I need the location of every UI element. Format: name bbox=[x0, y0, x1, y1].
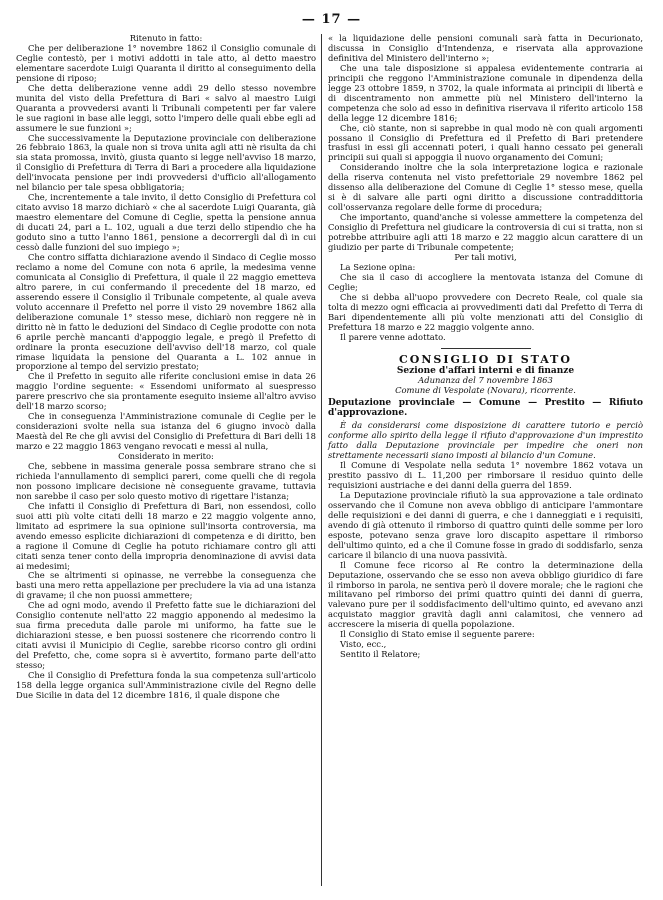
paragraph: Che per deliberazione 1° novembre 1862 il Consiglio comunale di Ceglie contestò, per i motivi addotti in tale atto, al detto maestro elementare sacerdote Luigi Quaranta il diritto al conseguimento della pensione di riposo; bbox=[16, 42, 316, 83]
paragraph: Che detta deliberazione venne addì 29 dello stesso novembre munita del visto della Prefettura di Bari « salvo al maestro Luigi Quaranta a provvedersi avanti li Tribunali competenti per far valere le sue ragioni in base alle leggi, sotto l'impero delle quali ebbe egli ad assumere le sue funzioni »; bbox=[16, 82, 316, 133]
paragraph: Che se altrimenti si opinasse, ne verrebbe la conseguenza che basti una mero retta appellazione per precludere la via ad una istanza di gravame; il che non puossi ammettere; bbox=[16, 570, 316, 601]
paragraph: Che infatti il Consiglio di Prefettura di Bari, non essendosi, collo suoi atti più volte citati delli 18 marzo e 22 maggio volgente anno, limitato ad esprimere la sua opinione sull'insorta controversia, ma avendo emesso esplicite dichiarazioni di competenza e di diritto, ben a ragione il Comune di Ceglie ha potuto richiamare contro gli atti citati senza tener conto della impropria denominazione di avvisi data ai medesimi; bbox=[16, 500, 316, 571]
per-tali-motivi: Per tali motivi, bbox=[454, 251, 517, 262]
case-headline: Deputazione provinciale — Comune — Prestito — Rifiuto d'approvazione. bbox=[328, 398, 643, 419]
paragraph: Il Consiglio di Stato emise il seguente parere: bbox=[340, 629, 535, 640]
heading-considerato: Considerato in merito: bbox=[118, 451, 214, 462]
left-column bbox=[16, 34, 316, 701]
section-subtitle: Sezione d'affari interni e di finanze bbox=[396, 365, 575, 376]
adunanza-date: Adunanza del 7 novembre 1863 bbox=[418, 375, 553, 386]
paragraph: Che contro siffatta dichiarazione avendo il Sindaco di Ceglie mosso reclamo a nome del Comune con nota 6 aprile, la medesima venne comunicata al Consiglio di Prefettura, il quale il 22 maggio emetteva altro parere, in cui confermando il precedente del 18 marzo, ed asserendo essere il Consiglio il Tribunale competente, al quale aveva voluto accennare il Prefetto nel porre il visto 29 novembre 1862 alla deliberazione comunale 1° stesso mese, dichiarò non reggere nè in diritto nè in fatto le deduzioni del Sindaco di Ceglie prodotte con nota 6 aprile perchè mancanti d'appoggio legale, e pregò il Prefetto di ordinare la pronta esecuzione dell'avviso dell'18 marzo, col quale rimase liquidata la pensione del Quaranta a L. 102 annue in proporzione al tempo del servizio prestato; bbox=[16, 251, 316, 372]
paragraph: Che importanto, quand'anche si volesse ammettere la competenza del Consiglio di Prefettura nel giudicare la controversia di cui si tratta, non si potrebbe attribuire agli atti 18 marzo e 22 maggio alcun carattere di un giudizio per parte di Tribunale competente; bbox=[328, 212, 643, 253]
paragraph: « la liquidazione delle pensioni comunali sarà fatta in Decurionato, discussa in Consiglio d'Intendenza, e riservata alla approvazione definitiva del Ministero dell'interno »; bbox=[328, 33, 643, 63]
paragraph: Che si debba all'uopo provvedere con Decreto Reale, col quale sia tolta di mezzo ogni efficacia ai provvedimenti dati dal Prefetto di Terra di Bari dipendentemente alli più volte menzionati atti del Consiglio di Prefettura 18 marzo e 22 maggio volgente anno. bbox=[328, 291, 643, 332]
paragraph: Che il Prefetto in seguito alle riferite conclusioni emise in data 26 maggio l'ordine seguente: « Essendomi uniformato al suespresso parere prescrivo che sia prontamente eseguito insieme all'altro avviso dell'18 marzo scorso; bbox=[16, 371, 316, 412]
paragraph: Che ad ogni modo, avendo il Prefetto fatte sue le dichiarazioni del Consiglio contenute nell'atto 22 maggio apponendo al medesimo la sua firma preceduta dalle parole mi uniformo, ha fatte sue le dichiarazioni stesse, e ben puossi sostenere che ricorrendo contro li citati avvisi il Municipio di Ceglie, sarebbe ricorso contro gli ordini del Prefetto, che, come sopra si è avvertito, formano parte dell'atto stesso; bbox=[16, 600, 316, 671]
comune-ricorrente: Comune di Vespolate (Novara), ricorrente. bbox=[395, 385, 576, 396]
page-number: — 17 — bbox=[301, 12, 362, 27]
right-column bbox=[328, 34, 643, 660]
paragraph: Che in conseguenza l'Amministrazione comunale di Ceglie per le considerazioni svolte nella sua istanza del 6 giugno invocò dalla Maestà del Re che gli avvisi del Consiglio di Prefettura di Bari delli 18 marzo e 22 maggio 1863 vengano revocati e messi al nulla, bbox=[16, 411, 316, 452]
paragraph: Che, ciò stante, non si saprebbe in qual modo nè con quali argomenti possano il Consiglio di Prefettura ed il Prefetto di Bari pretendere trasfusi in essi gli accennati poteri, i quali hanno cessato pei generali principii sui quali si appoggia il nuovo organamento dei Comuni; bbox=[328, 122, 643, 163]
paragraph: La Deputazione provinciale rifiutò la sua approvazione a tale ordinato osservando che il Comune non aveva obbligo di anticipare l'ammontare delle requisizioni e dei danni di guerra, e che i danneggiati e i requisiti, avendo di già ottenuto il rimborso di quattro quinti delle somme per loro esposte, potevano senza grave loro discapito aspettare il rimborso dell'ultimo quinto, ed a che il Comune fosse in grado di soddisfarlo, senza caricare il bilancio di una nuova passività. bbox=[328, 489, 643, 560]
section-rule bbox=[441, 348, 531, 349]
paragraph: Che sia il caso di accogliere la mentovata istanza del Comune di Ceglie; bbox=[328, 271, 643, 292]
opinion-intro: La Sezione opina: bbox=[340, 261, 416, 272]
paragraph: Che una tale disposizione si appalesa evidentemente contraria ai principii che reggono l'Amministrazione comunale in dipendenza della legge 23 ottobre 1859, n 3702, la quale informata ai principii di libertà e di discentramento non ammette più nel Ministero dell'interno la competenza che solo ad esso in definitiva riservava il riferito articolo 158 della legge 12 dicembre 1816; bbox=[328, 62, 643, 123]
paragraph: Il parere venne adottato. bbox=[340, 331, 446, 342]
paragraph: Visto, ecc., bbox=[340, 639, 387, 650]
heading-ritenuto: Ritenuto in fatto: bbox=[129, 33, 203, 43]
paragraph: Il Comune fece ricorso al Re contro la determinazione della Deputazione, osservando che se esso non aveva obbligo giuridico di fare il rimborso in parola, ne sentiva però il dovere morale; che le ragioni che militavano pel rimborso dei primi quattro quinti dei danni di guerra, valevano pure per il soddisfacimento dell'ultimo quinto, ed avevano anzi acquistato maggior gravità dagli anni calamitosi, che vennero ad accrescere la miseria di quella popolazione. bbox=[328, 559, 643, 630]
paragraph: Considerando inoltre che la sola interpretazione logica e razionale della riserva contenuta nel visto prefettoriale 29 novembre 1862 pel dissenso alla deliberazione del Comune di Ceglie 1° stesso mese, quella si è di salvare alle parti ogni diritto a discussione contraddittoria coll'osservanza regolare delle forme di procedura; bbox=[328, 162, 643, 213]
paragraph: Sentito il Relatore; bbox=[340, 649, 421, 660]
section-title: CONSIGLIO DI STATO bbox=[399, 352, 572, 366]
paragraph: Che, sebbene in massima generale possa sembrare strano che si richieda l'annullamento di semplici pareri, come quelli che di regola non possono implicare decisione nè conseguente gravame, tuttavia non sarebbe il caso per solo questo motivo di rigettare l'istanza; bbox=[16, 460, 316, 501]
paragraph: Il Comune di Vespolate nella seduta 1° novembre 1862 votava un prestito passivo di L. 11,200 per rimborsare il residuo quinto delle requisizioni austriache e dei danni della guerra del 1859. bbox=[328, 460, 643, 490]
paragraph: Che successivamente la Deputazione provinciale con deliberazione 26 febbraio 1863, la quale non si trova unita agli atti nè risulta da chi sia stata promossa, invitò, giusta quanto si legge nell'avviso 18 marzo, il Consiglio di Prefettura di Terra di Bari a procedere alla liquidazione dell'invocata pensione per indi provvedersi d'ufficio all'allogamento nel bilancio per tale spesa obbligatoria; bbox=[16, 132, 316, 193]
paragraph: Che, increntemente a tale invito, il detto Consiglio di Prefettura col citato avviso 18 marzo dichiarò « che al sacerdote Luigi Quaranta, già maestro elementare del Comune di Ceglie, spetta la pensione annua di ducati 24, pari a L. 102, uguali a due terzi dello stipendio che ha goduto sino a tutto l'anno 1861, pensione a decorrergli dal dì in cui cessò dalle funzioni del suo impiego »; bbox=[16, 192, 316, 253]
column-divider bbox=[321, 34, 322, 886]
paragraph: Che il Consiglio di Prefettura fonda la sua competenza sull'articolo 158 della legge organica sull'Amministrazione civile del Regno delle Due Sicilie in data del 12 dicembre 1816, il quale dispone che bbox=[16, 670, 316, 700]
case-maxim: È da considerarsi come disposizione di carattere tutorio e perciò conforme allo spirito della legge il rifiuto d'approvazione d'un imprestito fatto dalla Deputazione provinciale per impedire che oneri non strettamente necessarii siano imposti al bilancio d'un Comune. bbox=[328, 420, 643, 461]
